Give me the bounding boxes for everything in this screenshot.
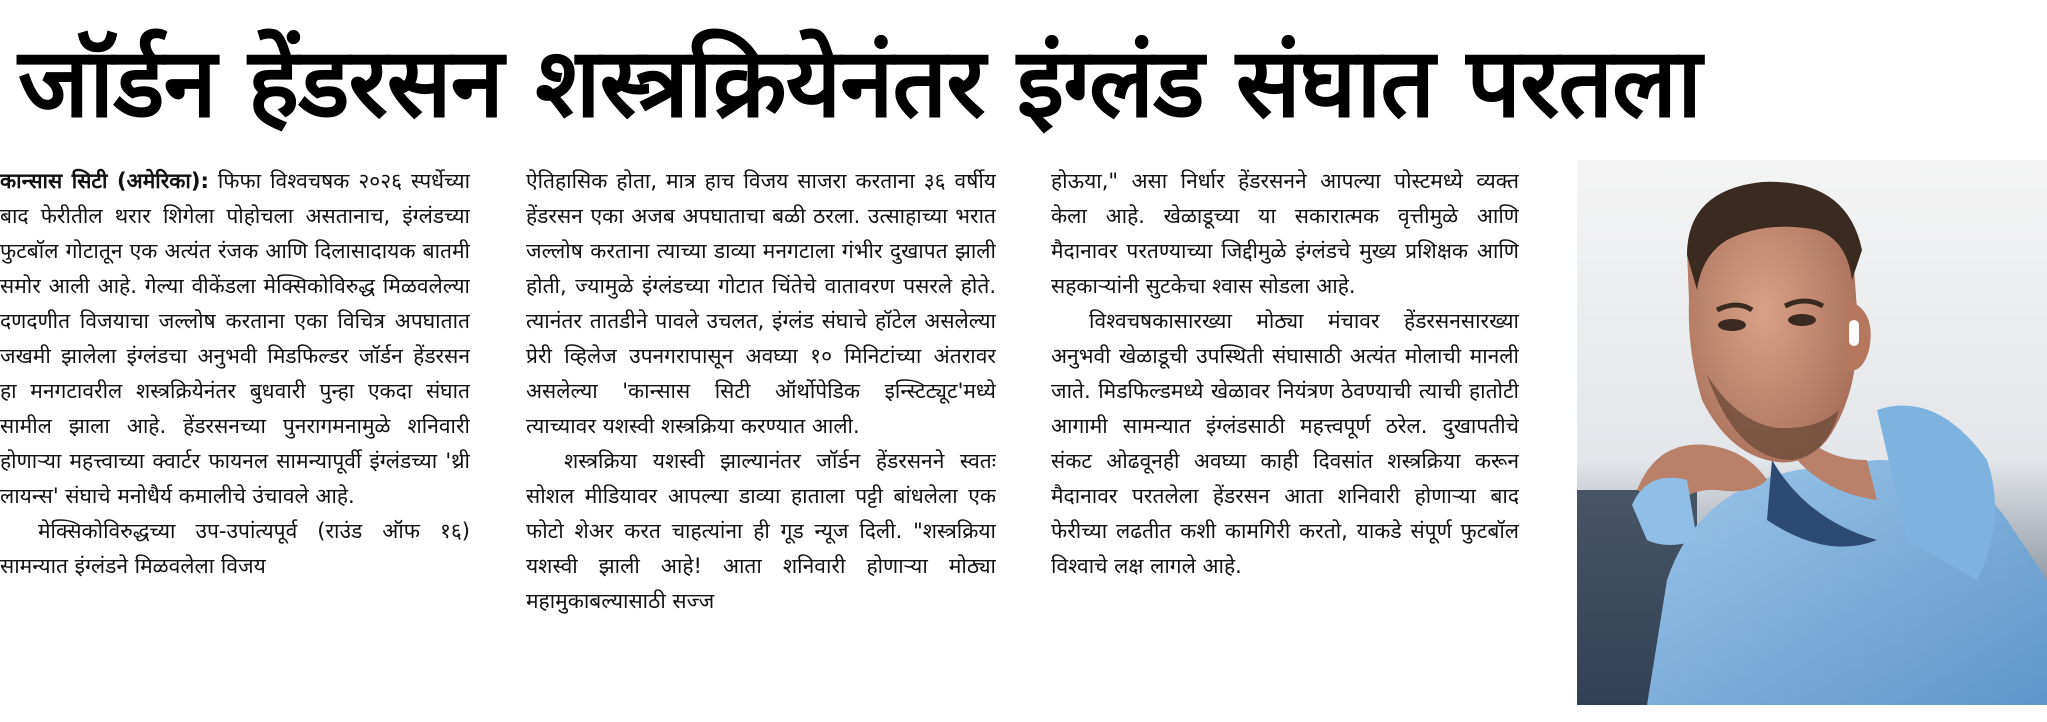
headline: जॉर्डन हेंडरसन शस्त्रक्रियेनंतर इंग्लंड संघात परतला [18, 27, 1702, 139]
paragraph: ऐतिहासिक होता, मात्र हाच विजय साजरा करताना ३६ वर्षीय हेंडरसन एका अजब अपघाताचा बळी ठरला. उत्साहाच्या भरात जल्लोष करताना त्याच्या डाव्या मनगटाला गंभीर दुखापत झाली होती, ज्यामुळे इंग्लंडच्या गोटात चिंतेचे वातावरण पसरले होते. त्यानंतर तातडीने पावले उचलत, इंग्लंड संघाचे हॉटेल असलेल्या प्रेरी व्हिलेज उपनगरापासून अवघ्या १० मिनिटांच्या अंतरावर असलेल्या 'कान्सास सिटी ऑर्थोपेडिक इन्स्टिट्यूट'मध्ये त्याच्यावर यशस्वी शस्त्रक्रिया करण्यात आली. [526, 169, 996, 438]
player-photo-illustration [1577, 160, 2047, 705]
player-photo [1577, 160, 2047, 705]
dateline: कान्सास सिटी (अमेरिका): [0, 169, 209, 193]
article-column-3 [1051, 164, 1519, 714]
paragraph: विश्वचषकासारख्या मोठ्या मंचावर हेंडरसनसारख्या अनुभवी खेळाडूची उपस्थिती संघासाठी अत्यंत मोलाची मानली जाते. मिडफिल्डमध्ये खेळावर नियंत्रण ठेवण्याची त्याची हातोटी आगामी सामन्यात इंग्लंडसाठी महत्त्वपूर्ण ठरेल. दुखापतीचे संकट ओढवूनही अवघ्या काही दिवसांत शस्त्रक्रिया करून मैदानावर परतलेला हेंडरसन आता शनिवारी होणाऱ्या बाद फेरीच्या लढतीत कशी कामगिरी करतो, याकडे संपूर्ण फुटबॉल विश्वाचे लक्ष लागले आहे. [1051, 309, 1519, 578]
article-column-2 [526, 164, 996, 714]
article-column-1 [0, 164, 470, 714]
paragraph: शस्त्रक्रिया यशस्वी झाल्यानंतर जॉर्डन हेंडरसनने स्वतः सोशल मीडियावर आपल्या डाव्या हाताला पट्टी बांधलेला एक फोटो शेअर करत चाहत्यांना ही गूड न्यूज दिली. "शस्त्रक्रिया यशस्वी झाली आहे! आता शनिवारी होणाऱ्या मोठ्या महामुकाबल्यासाठी सज्ज [526, 449, 996, 613]
paragraph [0, 164, 470, 514]
paragraph: होऊया," असा निर्धार हेंडरसनने आपल्या पोस्टमध्ये व्यक्त केला आहे. खेळाडूच्या या सकारात्मक वृत्तीमुळे आणि मैदानावर परतण्याच्या जिद्दीमुळे इंग्लंडचे मुख्य प्रशिक्षक आणि सहकाऱ्यांनी सुटकेचा श्वास सोडला आहे. [1051, 169, 1519, 298]
paragraph-text: फिफा विश्वचषक २०२६ स्पर्धेच्या बाद फेरीतील थरार शिगेला पोहोचला असतानाच, इंग्लंडच्या फुटबॉल गोटातून एक अत्यंत रंजक आणि दिलासादायक बातमी समोर आली आहे. गेल्या वीकेंडला मेक्सिकोविरुद्ध मिळवलेल्या दणदणीत विजयाचा जल्लोष करताना एका विचित्र अपघातात जखमी झालेला इंग्लंडचा अनुभवी मिडफिल्डर जॉर्डन हेंडरसन हा मनगटावरील शस्त्रक्रियेनंतर बुधवारी पुन्हा एकदा संघात सामील झाला आहे. हेंडरसनच्या पुनरागमनामुळे शनिवारी होणाऱ्या महत्त्वाच्या क्वार्टर फायनल सामन्यापूर्वी इंग्लंडच्या 'थ्री लायन्स' संघाचे मनोधैर्य कमालीचे उंचावले आहे. [0, 169, 470, 508]
earbud-icon [1849, 320, 1859, 346]
paragraph: मेक्सिकोविरुद्धच्या उप-उपांत्यपूर्व (राउंड ऑफ १६) सामन्यात इंग्लंडने मिळवलेला विजय [0, 519, 470, 578]
